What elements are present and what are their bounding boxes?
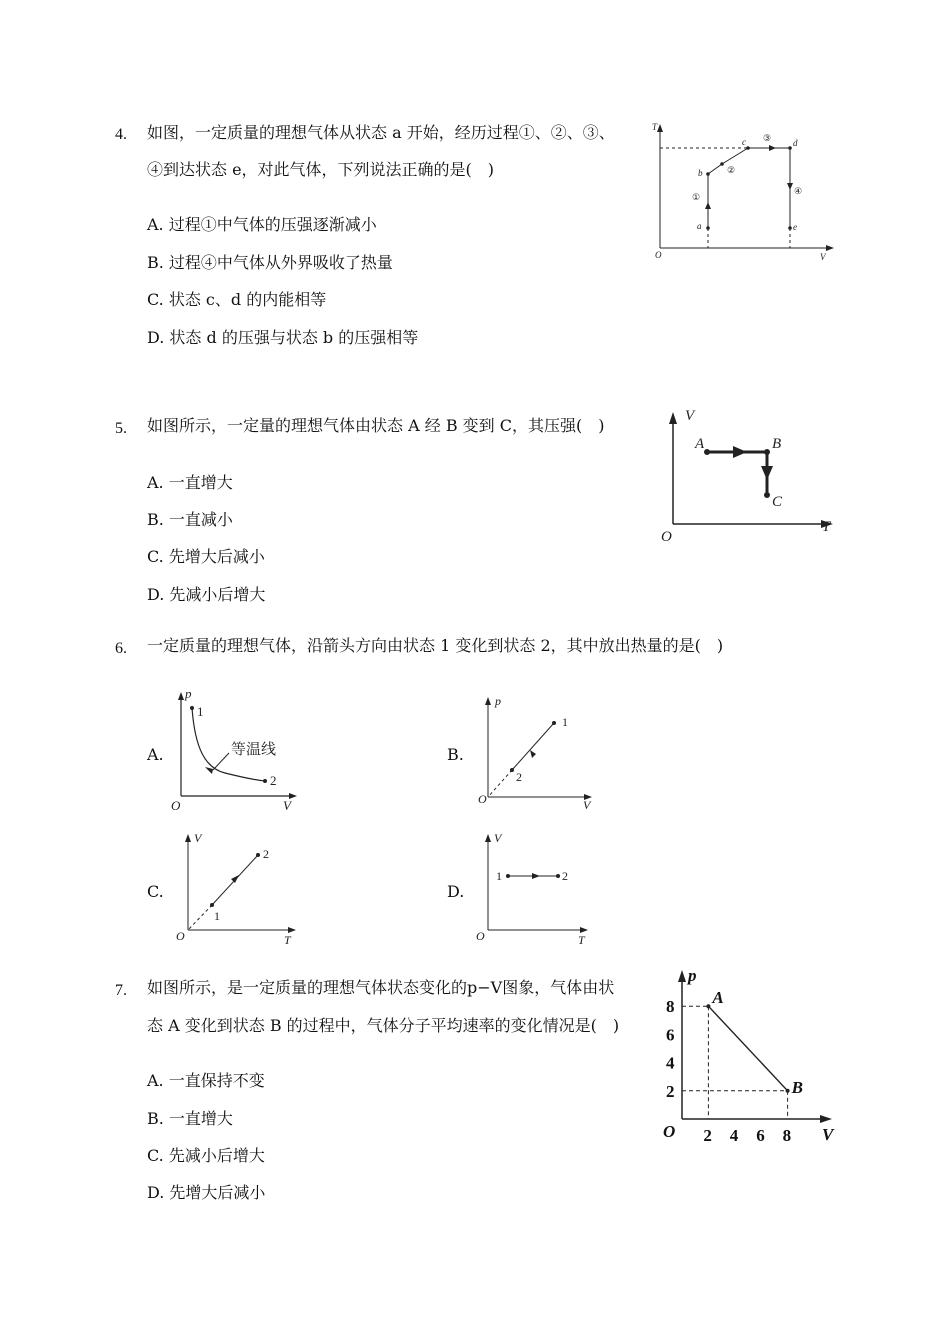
q7-pv-chart	[650, 958, 845, 1148]
q7-point-label-a: A	[712, 988, 724, 1008]
q4-number: 4.	[115, 126, 127, 143]
q6-d-start: 1	[496, 869, 502, 883]
q4-point-d: d	[793, 138, 798, 148]
q7-y-axis-arrow	[678, 970, 686, 982]
q7-y-tick-label: 6	[666, 1025, 675, 1045]
q7-x-tick-label: 8	[782, 1126, 792, 1145]
q4-point-c: c	[742, 137, 746, 147]
q6-a-isotherm-label: 等温线	[231, 742, 277, 758]
q4-tv-diagram	[650, 118, 840, 268]
q6-a-y-label: p	[185, 688, 192, 701]
q6-b-x-label: V	[583, 798, 591, 811]
q4-process-label-3: ③	[763, 133, 772, 143]
q7-y-axis-label: p	[688, 966, 697, 985]
q5-option-c[interactable]: C. 先增大后减小	[147, 547, 265, 566]
q4-point-b: b	[698, 168, 703, 178]
q7-x-axis-label: V	[822, 1125, 834, 1144]
q4-origin-label: O	[655, 250, 662, 260]
q6-b-end: 2	[516, 770, 522, 784]
q4-option-d[interactable]: D. 状态 d 的压强与状态 b 的压强相等	[147, 328, 419, 347]
q7-x-tick-label: 4	[729, 1126, 739, 1145]
q5-point-c: C	[772, 494, 783, 510]
q6-d-end: 2	[562, 869, 568, 883]
q7-y-tick-label: 4	[666, 1053, 675, 1073]
q6-d-x-label: T	[578, 933, 585, 947]
q4-process-label-1: ①	[692, 192, 701, 202]
q5-origin-label: O	[661, 529, 672, 545]
q4-process-label-2: ②	[727, 165, 736, 175]
q4-stem-line2: ④到达状态 e，对此气体，下列说法正确的是( )	[147, 160, 495, 179]
q4-point-a: a	[697, 221, 702, 231]
q7-x-tick-label: 6	[756, 1126, 765, 1145]
q6-a-x-label: V	[283, 798, 291, 813]
q4-option-b[interactable]: B. 过程④中气体从外界吸收了热量	[147, 253, 393, 272]
q5-option-b[interactable]: B. 一直减小	[147, 510, 233, 529]
q7-series-line	[708, 1006, 787, 1091]
q5-point-a: A	[695, 436, 705, 452]
q7-option-b[interactable]: B. 一直增大	[147, 1109, 233, 1128]
q7-option-c[interactable]: C. 先减小后增大	[147, 1146, 265, 1165]
q7-y-tick-label: 8	[666, 997, 675, 1017]
q4-stem-line1: 如图，一定质量的理想气体从状态 a 开始，经历过程①、②、③、	[147, 123, 615, 142]
q6-c-end: 2	[263, 847, 269, 861]
q6-stem: 一定质量的理想气体，沿箭头方向由状态 1 变化到状态 2，其中放出热量的是( )	[147, 636, 724, 655]
q4-x-axis-label: V	[820, 252, 826, 262]
q4-y-axis-label: T	[652, 122, 658, 132]
q6-c-y-label: V	[194, 831, 202, 845]
q5-x-axis-label: T	[822, 519, 831, 535]
q7-number: 7.	[115, 982, 127, 999]
q6-a-start: 1	[197, 704, 204, 719]
q6-c-start: 1	[214, 909, 220, 923]
q7-point-label-b: B	[791, 1077, 803, 1097]
q6-option-d-diagram	[470, 830, 600, 948]
q7-point-a	[706, 1004, 710, 1008]
q4-process-label-4: ④	[794, 186, 803, 196]
q7-x-tick-label: 2	[703, 1126, 712, 1145]
q6-option-c-diagram	[170, 830, 305, 948]
q6-a-end: 2	[270, 773, 277, 788]
q6-b-origin: O	[478, 792, 487, 806]
q6-b-y-label: p	[495, 694, 501, 708]
q5-y-axis-label: V	[685, 408, 695, 424]
q6-d-origin: O	[476, 929, 485, 943]
q4-process-2	[722, 148, 748, 164]
q6-d-y-label: V	[494, 831, 502, 845]
q7-stem-line1: 如图所示，是一定质量的理想气体状态变化的p−V图象，气体由状	[147, 978, 615, 997]
q7-stem-line2: 态 A 变化到状态 B 的过程中，气体分子平均速率的变化情况是( )	[147, 1016, 620, 1035]
q6-b-start: 1	[562, 715, 568, 729]
q5-number: 5.	[115, 420, 127, 437]
q6-c-x-label: T	[284, 933, 291, 947]
q4-option-c[interactable]: C. 状态 c、d 的内能相等	[147, 290, 327, 309]
q5-option-a[interactable]: A. 一直增大	[147, 473, 233, 492]
q7-point-b	[786, 1089, 790, 1093]
q6-option-a-diagram	[165, 688, 305, 813]
q7-x-axis-arrow	[820, 1115, 832, 1123]
q7-option-a[interactable]: A. 一直保持不变	[147, 1071, 265, 1090]
q6-a-origin: O	[171, 798, 181, 813]
q7-origin-label: O	[663, 1122, 676, 1141]
q6-option-b-label[interactable]: B.	[447, 745, 464, 764]
q4-option-a[interactable]: A. 过程①中气体的压强逐渐减小	[147, 215, 377, 234]
q6-option-c-label[interactable]: C.	[147, 882, 164, 901]
q5-vt-diagram	[655, 400, 845, 550]
q6-c-origin: O	[176, 929, 185, 943]
q6-option-b-diagram	[470, 693, 600, 811]
q6-number: 6.	[115, 640, 127, 657]
q5-point-b: B	[772, 436, 782, 452]
q7-y-tick-label: 2	[666, 1081, 675, 1101]
q4-point-e: e	[793, 222, 797, 232]
q6-option-d-label[interactable]: D.	[447, 882, 465, 901]
q7-option-d[interactable]: D. 先增大后减小	[147, 1183, 266, 1202]
q5-option-d[interactable]: D. 先减小后增大	[147, 585, 266, 604]
q5-stem: 如图所示，一定量的理想气体由状态 A 经 B 变到 C，其压强( )	[147, 416, 605, 435]
q6-option-a-label[interactable]: A.	[147, 745, 164, 764]
